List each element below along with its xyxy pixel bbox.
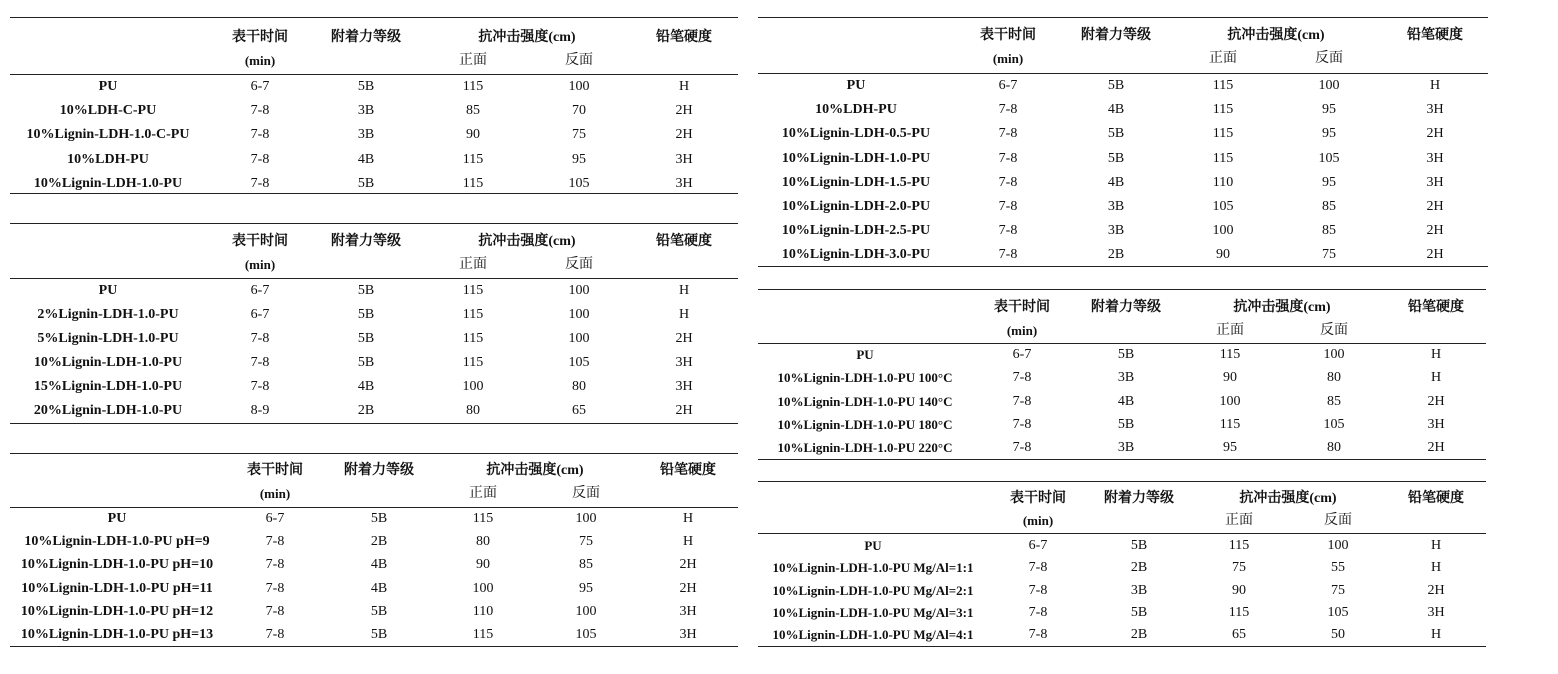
dry-time-value: 6-7 xyxy=(1028,538,1048,553)
dry-time-value: 8-9 xyxy=(250,403,270,418)
impact-back-value: 105 xyxy=(1323,416,1345,432)
hardness-value: 3H xyxy=(1427,416,1445,432)
header-adhesion: 附着力等级 xyxy=(331,30,401,45)
impact-front-value: 105 xyxy=(1212,199,1234,214)
sample-label: 10%Lignin-LDH-0.5-PU xyxy=(781,126,931,142)
top-rule xyxy=(10,453,738,454)
hardness-value: 2H xyxy=(1426,223,1444,239)
header-impact-back: 反面 xyxy=(565,53,593,68)
sample-label: 15%Lignin-LDH-1.0-PU xyxy=(33,379,183,394)
impact-front-value: 90 xyxy=(1232,582,1246,598)
sample-label: 10%Lignin-LDH-1.0-PU xyxy=(781,150,931,166)
hardness-value: H xyxy=(1430,538,1442,553)
impact-front-value: 115 xyxy=(1212,150,1234,166)
adhesion-value: 5B xyxy=(1130,604,1148,620)
hardness-value: 3H xyxy=(679,627,697,642)
dry-time-value: 7-8 xyxy=(998,174,1018,190)
sample-label: 10%Lignin-LDH-2.0-PU xyxy=(781,199,931,214)
hardness-value: H xyxy=(1430,347,1442,362)
impact-back-value: 80 xyxy=(1327,440,1341,456)
impact-back-value: 75 xyxy=(1331,582,1345,598)
sample-label: 10%Lignin-LDH-1.5-PU xyxy=(781,174,931,190)
header-dry-time: 表干时间 xyxy=(994,300,1050,315)
impact-back-value: 85 xyxy=(1322,199,1336,214)
impact-back-value: 85 xyxy=(579,557,593,573)
dry-time-value: 7-8 xyxy=(250,151,270,167)
impact-back-value: 105 xyxy=(568,175,590,191)
sample-label: PU xyxy=(98,79,118,94)
header-dry-time: 表干时间 xyxy=(247,463,303,478)
impact-front-value: 115 xyxy=(472,627,494,642)
header-adhesion: 附着力等级 xyxy=(331,234,401,249)
dry-time-value: 7-8 xyxy=(998,223,1018,239)
header-adhesion: 附着力等级 xyxy=(1104,491,1174,506)
hardness-value: 3H xyxy=(1426,174,1444,190)
header-hardness: 铅笔硬度 xyxy=(656,234,712,249)
sample-label: 2%Lignin-LDH-1.0-PU xyxy=(37,307,179,322)
hardness-value: 2H xyxy=(675,127,693,143)
dry-time-value: 7-8 xyxy=(1012,440,1032,456)
dry-time-value: 7-8 xyxy=(1012,370,1032,386)
adhesion-value: 5B xyxy=(357,355,375,370)
header-adhesion: 附着力等级 xyxy=(1081,28,1151,43)
hardness-value: H xyxy=(1430,627,1442,643)
impact-front-value: 80 xyxy=(476,534,490,550)
impact-front-value: 90 xyxy=(1216,247,1230,263)
sample-label: PU xyxy=(856,347,874,362)
impact-front-value: 115 xyxy=(1228,538,1250,553)
adhesion-value: 5B xyxy=(370,603,388,619)
sample-label: 10%Lignin-LDH-1.0-PU Mg/Al=3:1 xyxy=(772,604,974,620)
header-impact: 抗冲击强度(cm) xyxy=(1227,28,1325,43)
impact-front-value: 115 xyxy=(472,511,494,526)
hardness-value: 2H xyxy=(1427,393,1445,409)
hardness-value: 3H xyxy=(675,175,693,191)
bottom-rule xyxy=(10,646,738,647)
hardness-value: H xyxy=(682,534,694,550)
dry-time-value: 6-7 xyxy=(1012,347,1032,362)
hardness-value: 3H xyxy=(1426,150,1444,166)
dry-time-value: 7-8 xyxy=(265,557,285,573)
adhesion-value: 4B xyxy=(370,580,388,596)
impact-back-value: 95 xyxy=(1322,126,1336,142)
adhesion-value: 4B xyxy=(1117,393,1135,409)
adhesion-value: 5B xyxy=(357,331,375,346)
top-rule xyxy=(758,481,1486,482)
impact-back-value: 100 xyxy=(568,283,590,298)
impact-front-value: 115 xyxy=(462,151,484,167)
sample-label: 10%Lignin-LDH-1.0-PU 100°C xyxy=(777,370,953,386)
impact-back-value: 100 xyxy=(1327,538,1349,553)
dry-time-value: 7-8 xyxy=(998,102,1018,118)
header-dry-time: 表干时间 xyxy=(232,30,288,45)
impact-back-value: 65 xyxy=(572,403,586,418)
adhesion-value: 3B xyxy=(357,103,375,119)
header-impact-front: 正面 xyxy=(1216,323,1244,338)
adhesion-value: 5B xyxy=(1117,416,1135,432)
adhesion-value: 4B xyxy=(357,379,375,394)
adhesion-value: 3B xyxy=(1117,440,1135,456)
adhesion-value: 5B xyxy=(1107,150,1125,166)
impact-back-value: 70 xyxy=(572,103,586,119)
header-dry-time-unit: (min) xyxy=(259,486,291,501)
hardness-value: H xyxy=(1430,560,1442,576)
sample-label: 5%Lignin-LDH-1.0-PU xyxy=(37,331,179,346)
impact-back-value: 75 xyxy=(572,127,586,143)
header-impact-front: 正面 xyxy=(469,486,497,501)
sample-label: 10%Lignin-LDH-1.0-PU pH=9 xyxy=(24,534,210,550)
impact-front-value: 110 xyxy=(472,603,494,619)
header-dry-time-unit: (min) xyxy=(992,51,1024,66)
adhesion-value: 5B xyxy=(357,175,375,191)
header-dry-time-unit: (min) xyxy=(1006,323,1038,338)
adhesion-value: 3B xyxy=(1107,223,1125,239)
impact-front-value: 115 xyxy=(1212,78,1234,93)
sample-label: 10%Lignin-LDH-3.0-PU xyxy=(781,247,931,263)
impact-front-value: 95 xyxy=(1223,440,1237,456)
adhesion-value: 4B xyxy=(1107,174,1125,190)
impact-back-value: 105 xyxy=(568,355,590,370)
impact-back-value: 100 xyxy=(575,511,597,526)
sample-label: 10%Lignin-LDH-1.0-PU 140°C xyxy=(777,393,953,409)
impact-front-value: 100 xyxy=(1219,393,1241,409)
sample-label: 20%Lignin-LDH-1.0-PU xyxy=(33,403,183,418)
adhesion-value: 5B xyxy=(1130,538,1148,553)
dry-time-value: 7-8 xyxy=(265,627,285,642)
header-impact-front: 正面 xyxy=(459,257,487,272)
hardness-value: 2H xyxy=(675,331,693,346)
impact-back-value: 95 xyxy=(1322,174,1336,190)
impact-back-value: 95 xyxy=(579,580,593,596)
dry-time-value: 7-8 xyxy=(998,247,1018,263)
impact-front-value: 65 xyxy=(1232,627,1246,643)
header-impact-back: 反面 xyxy=(1324,513,1352,528)
sample-label: 10%Lignin-LDH-1.0-PU Mg/Al=1:1 xyxy=(772,560,974,576)
sample-label: PU xyxy=(107,511,127,526)
header-dry-time: 表干时间 xyxy=(1010,491,1066,506)
impact-front-value: 115 xyxy=(1212,126,1234,142)
header-hardness: 铅笔硬度 xyxy=(1408,300,1464,315)
dry-time-value: 7-8 xyxy=(250,103,270,119)
sample-label: 10%Lignin-LDH-1.0-PU xyxy=(33,175,183,191)
impact-back-value: 50 xyxy=(1331,627,1345,643)
adhesion-value: 5B xyxy=(370,511,388,526)
header-impact: 抗冲击强度(cm) xyxy=(1233,300,1331,315)
header-rule xyxy=(10,507,738,508)
hardness-value: 3H xyxy=(675,151,693,167)
sample-label: 10%Lignin-LDH-1.0-PU pH=10 xyxy=(20,557,214,573)
adhesion-value: 5B xyxy=(357,283,375,298)
adhesion-value: 5B xyxy=(357,79,375,94)
header-hardness: 铅笔硬度 xyxy=(656,30,712,45)
header-hardness: 铅笔硬度 xyxy=(1407,28,1463,43)
impact-back-value: 75 xyxy=(579,534,593,550)
adhesion-value: 5B xyxy=(1117,347,1135,362)
sample-label: 10%Lignin-LDH-1.0-C-PU xyxy=(26,127,190,143)
adhesion-value: 5B xyxy=(357,307,375,322)
impact-front-value: 100 xyxy=(462,379,484,394)
hardness-value: 3H xyxy=(679,603,697,619)
impact-back-value: 105 xyxy=(1327,604,1349,620)
dry-time-value: 6-7 xyxy=(250,283,270,298)
adhesion-value: 4B xyxy=(370,557,388,573)
adhesion-value: 2B xyxy=(1130,560,1148,576)
table-6-mgal-series xyxy=(758,0,1486,674)
adhesion-value: 3B xyxy=(1107,199,1125,214)
impact-front-value: 75 xyxy=(1232,560,1246,576)
header-impact-back: 反面 xyxy=(572,486,600,501)
table-3-ph-series xyxy=(10,0,738,674)
adhesion-value: 2B xyxy=(370,534,388,550)
sample-label: 10%LDH-C-PU xyxy=(59,103,157,119)
dry-time-value: 7-8 xyxy=(1028,560,1048,576)
header-rule xyxy=(758,533,1486,534)
sample-label: 10%Lignin-LDH-1.0-PU 220°C xyxy=(777,440,953,456)
adhesion-value: 2B xyxy=(1107,247,1125,263)
sample-label: 10%Lignin-LDH-1.0-PU 180°C xyxy=(777,416,953,432)
adhesion-value: 4B xyxy=(357,151,375,167)
dry-time-value: 7-8 xyxy=(250,175,270,191)
impact-front-value: 115 xyxy=(462,307,484,322)
impact-back-value: 100 xyxy=(575,603,597,619)
dry-time-value: 7-8 xyxy=(1028,582,1048,598)
dry-time-value: 6-7 xyxy=(998,78,1018,93)
dry-time-value: 7-8 xyxy=(265,603,285,619)
dry-time-value: 7-8 xyxy=(1012,393,1032,409)
hardness-value: 2H xyxy=(1427,582,1445,598)
hardness-value: 2H xyxy=(679,580,697,596)
impact-front-value: 115 xyxy=(462,355,484,370)
hardness-value: 3H xyxy=(675,379,693,394)
dry-time-value: 7-8 xyxy=(265,580,285,596)
impact-back-value: 100 xyxy=(1323,347,1345,362)
sample-label: PU xyxy=(98,283,118,298)
dry-time-value: 7-8 xyxy=(998,199,1018,214)
dry-time-value: 6-7 xyxy=(265,511,285,526)
impact-front-value: 115 xyxy=(1228,604,1250,620)
impact-back-value: 85 xyxy=(1322,223,1336,239)
dry-time-value: 7-8 xyxy=(250,355,270,370)
sample-label: PU xyxy=(864,538,882,553)
header-dry-time: 表干时间 xyxy=(232,234,288,249)
hardness-value: H xyxy=(678,79,690,94)
header-hardness: 铅笔硬度 xyxy=(660,463,716,478)
header-impact: 抗冲击强度(cm) xyxy=(478,234,576,249)
hardness-value: H xyxy=(682,511,694,526)
hardness-value: H xyxy=(678,307,690,322)
hardness-value: H xyxy=(678,283,690,298)
impact-front-value: 90 xyxy=(1223,370,1237,386)
impact-back-value: 95 xyxy=(1322,102,1336,118)
header-impact-front: 正面 xyxy=(459,53,487,68)
hardness-value: H xyxy=(1430,370,1442,386)
sample-label: 10%Lignin-LDH-1.0-PU pH=11 xyxy=(21,580,213,596)
adhesion-value: 3B xyxy=(1130,582,1148,598)
impact-front-value: 100 xyxy=(472,580,494,596)
hardness-value: 2H xyxy=(1427,440,1445,456)
dry-time-value: 7-8 xyxy=(998,150,1018,166)
impact-back-value: 105 xyxy=(575,627,597,642)
impact-front-value: 90 xyxy=(466,127,480,143)
impact-back-value: 100 xyxy=(568,79,590,94)
adhesion-value: 2B xyxy=(1130,627,1148,643)
impact-back-value: 75 xyxy=(1322,247,1336,263)
impact-front-value: 115 xyxy=(462,175,484,191)
hardness-value: 2H xyxy=(675,403,693,418)
impact-front-value: 110 xyxy=(1212,174,1234,190)
sample-label: 10%LDH-PU xyxy=(815,102,897,118)
sample-label: 10%Lignin-LDH-1.0-PU Mg/Al=2:1 xyxy=(772,582,974,598)
impact-front-value: 80 xyxy=(466,403,480,418)
impact-back-value: 100 xyxy=(1318,78,1340,93)
header-impact-front: 正面 xyxy=(1225,513,1253,528)
impact-front-value: 90 xyxy=(476,557,490,573)
sample-label: 10%Lignin-LDH-2.5-PU xyxy=(781,223,931,239)
header-dry-time-unit: (min) xyxy=(244,53,276,68)
dry-time-value: 7-8 xyxy=(998,126,1018,142)
dry-time-value: 7-8 xyxy=(250,127,270,143)
hardness-value: 3H xyxy=(1426,102,1444,118)
impact-back-value: 55 xyxy=(1331,560,1345,576)
dry-time-value: 7-8 xyxy=(250,331,270,346)
header-impact-back: 反面 xyxy=(565,257,593,272)
impact-back-value: 100 xyxy=(568,331,590,346)
sample-label: 10%LDH-PU xyxy=(67,151,149,167)
impact-back-value: 95 xyxy=(572,151,586,167)
adhesion-value: 3B xyxy=(357,127,375,143)
hardness-value: 2H xyxy=(675,103,693,119)
impact-back-value: 80 xyxy=(1327,370,1341,386)
hardness-value: H xyxy=(1429,78,1441,93)
impact-back-value: 80 xyxy=(572,379,586,394)
header-dry-time: 表干时间 xyxy=(980,28,1036,43)
sample-label: PU xyxy=(846,78,866,93)
adhesion-value: 3B xyxy=(1117,370,1135,386)
hardness-value: 2H xyxy=(1426,199,1444,214)
sample-label: 10%Lignin-LDH-1.0-PU pH=12 xyxy=(20,603,214,619)
adhesion-value: 5B xyxy=(370,627,388,642)
impact-front-value: 115 xyxy=(1219,416,1241,432)
dry-time-value: 6-7 xyxy=(250,307,270,322)
header-dry-time-unit: (min) xyxy=(244,257,276,272)
dry-time-value: 7-8 xyxy=(265,534,285,550)
header-impact-front: 正面 xyxy=(1209,51,1237,66)
adhesion-value: 2B xyxy=(357,403,375,418)
dry-time-value: 7-8 xyxy=(1028,604,1048,620)
header-adhesion: 附着力等级 xyxy=(344,463,414,478)
dry-time-value: 6-7 xyxy=(250,79,270,94)
adhesion-value: 5B xyxy=(1107,78,1125,93)
bottom-rule xyxy=(758,646,1486,647)
hardness-value: 3H xyxy=(675,355,693,370)
header-impact: 抗冲击强度(cm) xyxy=(486,463,584,478)
impact-front-value: 115 xyxy=(1219,347,1241,362)
hardness-value: 2H xyxy=(1426,247,1444,263)
sample-label: 10%Lignin-LDH-1.0-PU pH=13 xyxy=(20,627,214,642)
adhesion-value: 4B xyxy=(1107,102,1125,118)
impact-front-value: 100 xyxy=(1212,223,1234,239)
adhesion-value: 5B xyxy=(1107,126,1125,142)
impact-front-value: 115 xyxy=(462,283,484,298)
hardness-value: 3H xyxy=(1427,604,1445,620)
impact-front-value: 115 xyxy=(462,79,484,94)
dry-time-value: 7-8 xyxy=(1012,416,1032,432)
impact-back-value: 105 xyxy=(1318,150,1340,166)
impact-back-value: 85 xyxy=(1327,393,1341,409)
dry-time-value: 7-8 xyxy=(250,379,270,394)
impact-front-value: 115 xyxy=(1212,102,1234,118)
sample-label: 10%Lignin-LDH-1.0-PU Mg/Al=4:1 xyxy=(772,627,974,643)
header-impact-back: 反面 xyxy=(1320,323,1348,338)
hardness-value: 2H xyxy=(1426,126,1444,142)
header-impact: 抗冲击强度(cm) xyxy=(478,30,576,45)
impact-front-value: 115 xyxy=(462,331,484,346)
header-hardness: 铅笔硬度 xyxy=(1408,491,1464,506)
impact-back-value: 100 xyxy=(568,307,590,322)
header-adhesion: 附着力等级 xyxy=(1091,300,1161,315)
sample-label: 10%Lignin-LDH-1.0-PU xyxy=(33,355,183,370)
impact-front-value: 85 xyxy=(466,103,480,119)
header-dry-time-unit: (min) xyxy=(1022,513,1054,528)
header-impact-back: 反面 xyxy=(1315,51,1343,66)
hardness-value: 2H xyxy=(679,557,697,573)
dry-time-value: 7-8 xyxy=(1028,627,1048,643)
header-impact: 抗冲击强度(cm) xyxy=(1239,491,1337,506)
